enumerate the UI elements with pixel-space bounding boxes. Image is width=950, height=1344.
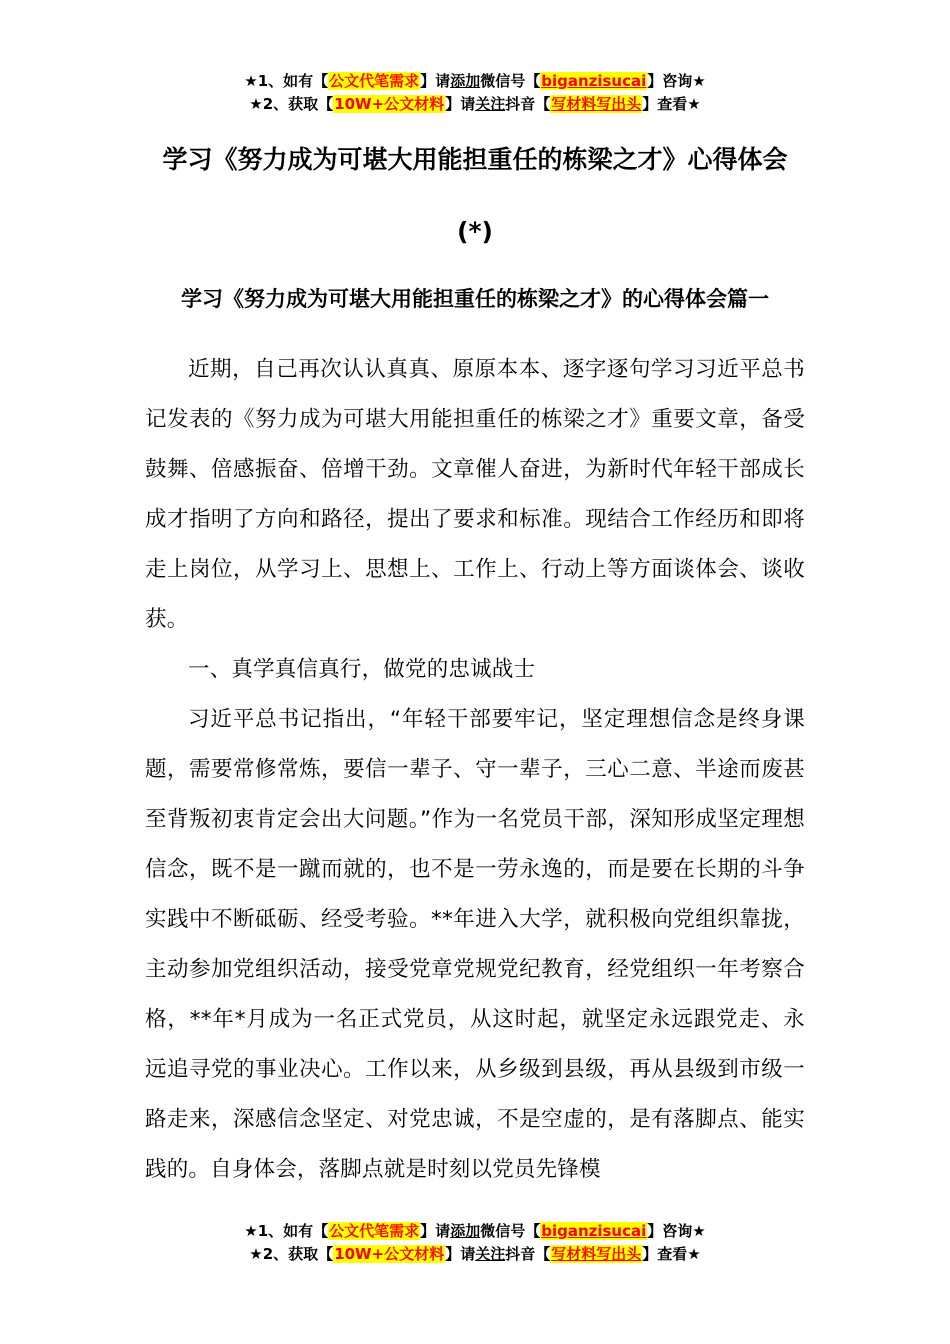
promo-text: ★2、获取【 [249, 95, 334, 113]
douyin-account-link[interactable]: 写材料写出头 [551, 1245, 642, 1263]
promo-text: 抖音【 [505, 1245, 551, 1263]
document-subtitle: 学习《努力成为可堪大用能担重任的栋梁之才》的心得体会篇一 [181, 287, 769, 311]
document-body [145, 345, 805, 1195]
promo-text: 】查看★ [642, 95, 701, 113]
promo-text: 微信号【 [480, 72, 541, 90]
promo-text: 微信号【 [480, 1222, 541, 1240]
douyin-account-link[interactable]: 写材料写出头 [551, 95, 642, 113]
wechat-id-link[interactable]: biganzisucai [541, 1222, 647, 1240]
document-title: 学习《努力成为可堪大用能担重任的栋梁之才》心得体会 [162, 145, 788, 174]
promo-text: 】咨询★ [647, 1222, 706, 1240]
promo-line-2 [0, 93, 950, 116]
emphasis-follow: 关注 [475, 95, 506, 113]
highlight-materials: 10W+公文材料 [334, 1245, 445, 1263]
promo-line-2 [0, 1243, 950, 1266]
promo-text: ★2、获取【 [249, 1245, 334, 1263]
promo-text: 】查看★ [642, 1245, 701, 1263]
paragraph: 习近平总书记指出，“年轻干部要牢记，坚定理想信念是终身课题，需要常修常炼，要信一辈子、守一辈子，三心二意、半途而废甚至背叛初衷肯定会出大问题。”作为一名党员干部，深知形成坚定理想信念，既不是一蹴而就的，也不是一劳永逸的，而是要在长期的斗争实践中不断砥砺、经受考验。**年进入大学，就积极向党组织靠拢，主动参加党组织活动，接受党章党规党纪教育，经党组织一年考察合格，**年*月成为一名正式党员，从这时起，就坚定永远跟党走、永远追寻党的事业决心。工作以来，从乡级到县级，再从县级到市级一路走来，深感信念坚定、对党忠诚，不是空虚的，是有落脚点、能实践的。自身体会，落脚点就是时刻以党员先锋模 [145, 707, 805, 1182]
emphasis-follow: 关注 [475, 1245, 506, 1263]
promo-text: 】咨询★ [647, 72, 706, 90]
document-title-mark: (*) [457, 217, 493, 246]
highlight-materials: 10W+公文材料 [334, 95, 445, 113]
paragraph: 近期，自己再次认认真真、原原本本、逐字逐句学习习近平总书记发表的《努力成为可堪大用能担重任的栋梁之才》重要文章，备受鼓舞、倍感振奋、倍增干劲。文章催人奋进，为新时代年轻干部成长成才指明了方向和路径，提出了要求和标准。现结合工作经历和即将走上岗位，从学习上、思想上、工作上、行动上等方面谈体会、谈收获。 [145, 357, 805, 632]
highlight-service: 公文代笔需求 [329, 72, 420, 90]
promo-text: 】请 [445, 1245, 476, 1263]
promo-footer [0, 1220, 950, 1266]
promo-header [0, 70, 950, 116]
section-heading: 一、真学真信真行，做党的忠诚战士 [188, 657, 536, 682]
promo-text: 】请 [420, 72, 451, 90]
promo-text: ★1、如有【 [244, 72, 329, 90]
highlight-service: 公文代笔需求 [329, 1222, 420, 1240]
document-page [145, 140, 805, 1195]
promo-line-1 [0, 70, 950, 93]
promo-text: 】请 [445, 95, 476, 113]
wechat-id-link[interactable]: biganzisucai [541, 72, 647, 90]
emphasis-add: 添加 [450, 72, 481, 90]
promo-text: 抖音【 [505, 95, 551, 113]
promo-text: ★1、如有【 [244, 1222, 329, 1240]
promo-line-1 [0, 1220, 950, 1243]
emphasis-add: 添加 [450, 1222, 481, 1240]
promo-text: 】请 [420, 1222, 451, 1240]
